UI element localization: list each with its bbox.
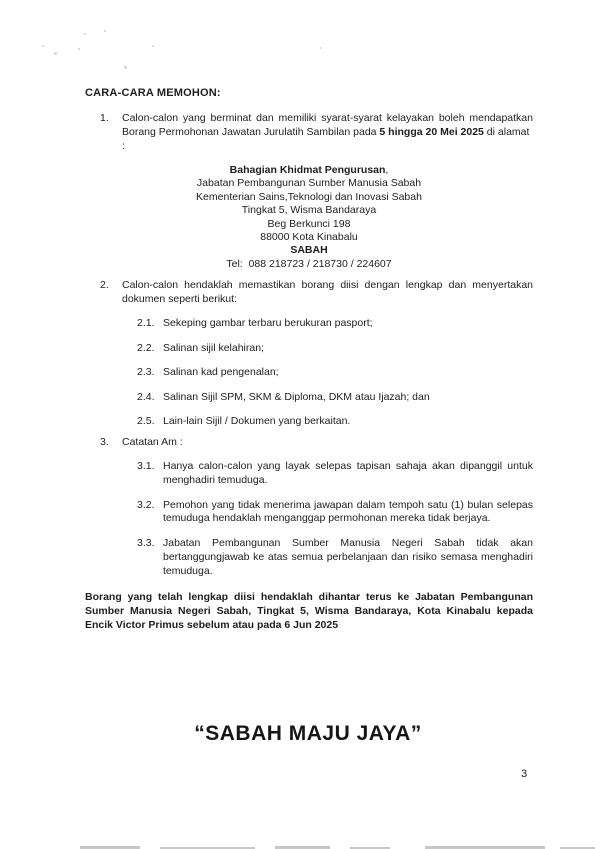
subitem-text: Salinan Sijil SPM, SKM & Diploma, DKM atau Ijazah; dan xyxy=(163,390,430,403)
item1-date-range: 5 hingga 20 Mei 2025 xyxy=(379,125,484,138)
item-text: Calon-calon hendaklah memastikan borang diisi dengan lengkap dan menyertakan dokumen seperti berikut: xyxy=(122,279,533,305)
subitem-number: 2.5. xyxy=(137,415,155,428)
subitem-text: Pemohon yang tidak menerima jawapan dalam tempoh satu (1) bulan selepas temuduga hendaklah menganggap permohonan mereka tidak berjaya. xyxy=(163,498,533,525)
item-number: 3. xyxy=(100,436,109,448)
list-item-1 xyxy=(100,112,533,153)
scan-speckle xyxy=(84,33,86,35)
subitem-text: Hanya calon-calon yang layak selepas tapisan sahaja akan dipanggil untuk menghadiri temuduga. xyxy=(163,460,533,486)
subitem-text: Salinan sijil kelahiran; xyxy=(163,341,264,354)
subitem-text: Lain-lain Sijil / Dokumen yang berkaitan. xyxy=(163,415,351,428)
section-heading: CARA-CARA MEMOHON: xyxy=(85,87,221,99)
subitem-3-2 xyxy=(137,499,533,527)
scan-speckle xyxy=(104,30,106,32)
scan-speckle xyxy=(42,45,44,47)
subitem-number: 3.2. xyxy=(137,498,155,511)
address-line: Kementerian Sains,Teknologi dan Inovasi Sabah xyxy=(196,190,422,203)
subitem-2-3 xyxy=(137,366,533,380)
subitem-number: 2.4. xyxy=(137,390,155,403)
subitem-number: 3.3. xyxy=(137,537,155,550)
subitem-text: Jabatan Pembangunan Sumber Manusia Negeri Sabah tidak akan bertanggungjawab ke atas semua perbelanjaan dan risiko semasa menghadiri temuduga. xyxy=(163,537,533,577)
address-line: 88000 Kota Kinabalu xyxy=(260,231,358,244)
scan-speckle xyxy=(152,45,154,47)
list-item-3 xyxy=(100,436,533,450)
item-number: 1. xyxy=(100,112,109,124)
subitem-3-3 xyxy=(137,537,533,578)
scan-speckle xyxy=(54,52,57,55)
recipient-name: Bahagian Khidmat Pengurusan xyxy=(229,164,386,176)
subitem-number: 2.2. xyxy=(137,341,155,354)
tel-line: Tel: 088 218723 / 218730 / 224607 xyxy=(226,257,392,270)
subitem-text: Sekeping gambar terbaru berukuran pasport; xyxy=(163,317,373,329)
address-block xyxy=(85,164,533,271)
closing-paragraph: Borang yang telah lengkap diisi hendaklah dihantar terus ke Jabatan Pembangunan Sumber Manusia Negeri Sabah, Tingkat 5, Wisma Bandaraya, Kota Kinabalu kepada Encik Victor Primus sebelum atau pada 6 Jun 2025 xyxy=(85,591,533,631)
subitem-text: Salinan kad pengenalan; xyxy=(163,366,279,379)
subitem-number: 2.1. xyxy=(137,317,155,329)
address-line: Beg Berkunci 198 xyxy=(267,217,351,230)
subitem-3-1 xyxy=(137,460,533,488)
scan-speckle xyxy=(320,47,322,49)
subitem-number: 3.1. xyxy=(137,460,155,472)
subitem-2-4 xyxy=(137,391,533,405)
subitem-2-2 xyxy=(137,342,533,356)
subitem-2-5 xyxy=(137,415,533,429)
subitem-2-1 xyxy=(137,317,533,331)
item-text: Catatan Am : xyxy=(122,436,183,448)
item-text xyxy=(122,112,533,140)
motto: “SABAH MAJU JAYA” xyxy=(194,722,422,745)
item1-text-before: Calon-calon yang berminat dan memiliki syarat-syarat kelayakan boleh mendapatkan Borang Permohonan Jawatan Jurulatih Sambilan pada xyxy=(122,112,533,138)
sublist-2 xyxy=(137,317,533,440)
address-state: SABAH xyxy=(290,244,328,257)
address-recipient: Bahagian Khidmat Pengurusan, xyxy=(229,164,389,176)
scan-speckle xyxy=(78,48,80,50)
item-number: 2. xyxy=(100,279,109,291)
sublist-3 xyxy=(137,460,533,590)
list-item-2 xyxy=(100,279,533,307)
page-number: 3 xyxy=(521,768,528,780)
scan-speckle xyxy=(124,66,127,69)
item1-colon: : xyxy=(122,139,125,152)
address-line: Tingkat 5, Wisma Bandaraya xyxy=(241,204,377,217)
subitem-number: 2.3. xyxy=(137,366,155,379)
address-line: Jabatan Pembangunan Sumber Manusia Sabah xyxy=(196,177,422,190)
item1-text-after: di alamat xyxy=(483,125,530,138)
